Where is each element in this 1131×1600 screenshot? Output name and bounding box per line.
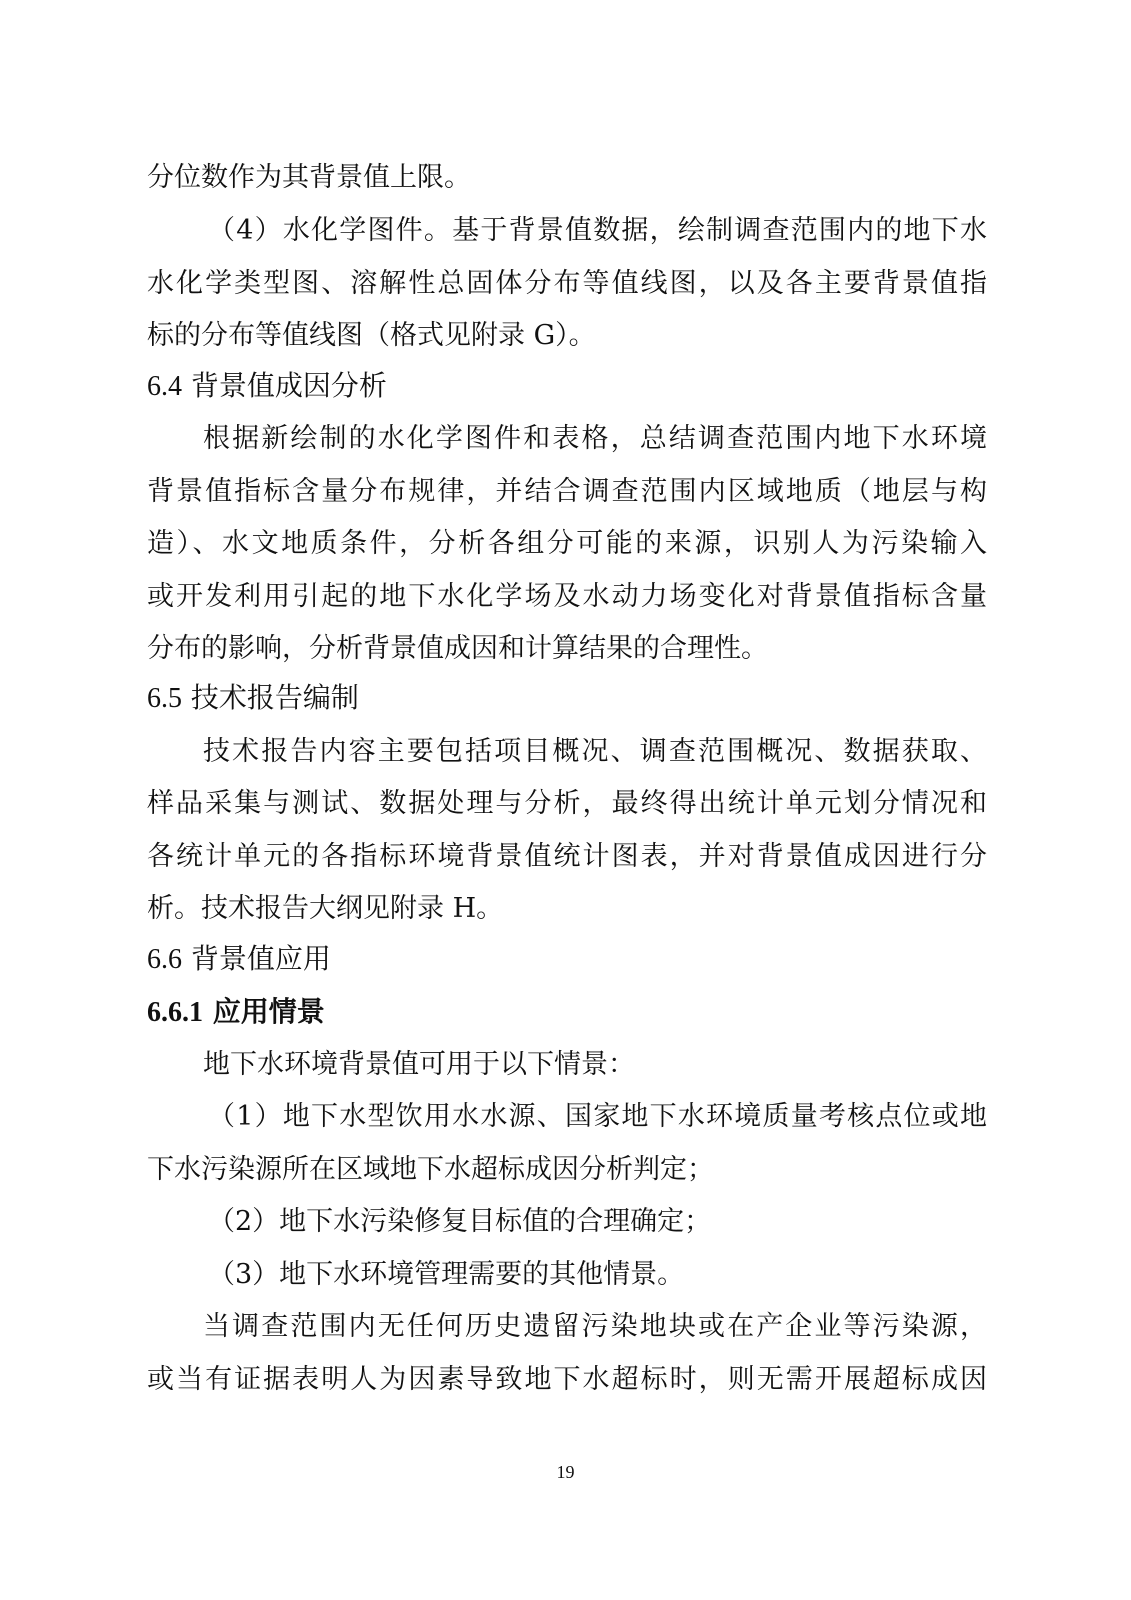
text-line: 根据新绘制的水化学图件和表格，总结调查范围内地下水环境 [203,423,987,454]
section-heading-6-6 [147,941,331,978]
text-line: 地下水环境背景值可用于以下情景： [203,1049,635,1080]
text-line: 水化学类型图、溶解性总固体分布等值线图，以及各主要背景值指 [147,268,987,299]
text-line: 各统计单元的各指标环境背景值统计图表，并对背景值成因进行分 [147,841,987,872]
subsection-heading-6-6-1 [147,994,325,1031]
section-number: 6.4 [147,371,182,402]
text-line: 析。技术报告大纲见附录 H。 [147,893,504,924]
text-line: 分位数作为其背景值上限。 [147,162,471,193]
section-title: 背景值成因分析 [190,369,387,402]
text-line: （2）地下水污染修复目标值的合理确定； [208,1206,712,1237]
text-line: （1）地下水型饮用水水源、国家地下水环境质量考核点位或地 [208,1101,987,1132]
subsection-number: 6.6.1 [147,997,203,1028]
section-heading-6-4 [147,368,387,405]
text-line: 或开发利用引起的地下水化学场及水动力场变化对背景值指标含量 [147,581,987,612]
text-line: 造）、水文地质条件，分析各组分可能的来源，识别人为污染输入 [147,528,987,559]
text-line: （4）水化学图件。基于背景值数据，绘制调查范围内的地下水 [208,215,987,246]
text-line: 或当有证据表明人为因素导致地下水超标时，则无需开展超标成因 [147,1364,987,1395]
section-heading-6-5 [147,680,359,717]
text-line: 样品采集与测试、数据处理与分析，最终得出统计单元划分情况和 [147,788,987,819]
text-line: （3）地下水环境管理需要的其他情景。 [208,1259,685,1290]
subsection-title: 应用情景 [212,995,325,1028]
section-title: 技术报告编制 [190,681,359,714]
text-line: 技术报告内容主要包括项目概况、调查范围概况、数据获取、 [203,736,987,767]
text-line: 当调查范围内无任何历史遗留污染地块或在产企业等污染源， [203,1311,987,1342]
text-line: 分布的影响，分析背景值成因和计算结果的合理性。 [147,633,768,664]
page-number: 19 [556,1462,575,1482]
text-line: 下水污染源所在区域地下水超标成因分析判定； [147,1154,714,1185]
text-line: 标的分布等值线图（格式见附录 G）。 [147,320,596,351]
section-number: 6.5 [147,683,182,714]
section-title: 背景值应用 [190,942,331,975]
section-number: 6.6 [147,944,182,975]
text-line: 背景值指标含量分布规律，并结合调查范围内区域地质（地层与构 [147,476,987,507]
